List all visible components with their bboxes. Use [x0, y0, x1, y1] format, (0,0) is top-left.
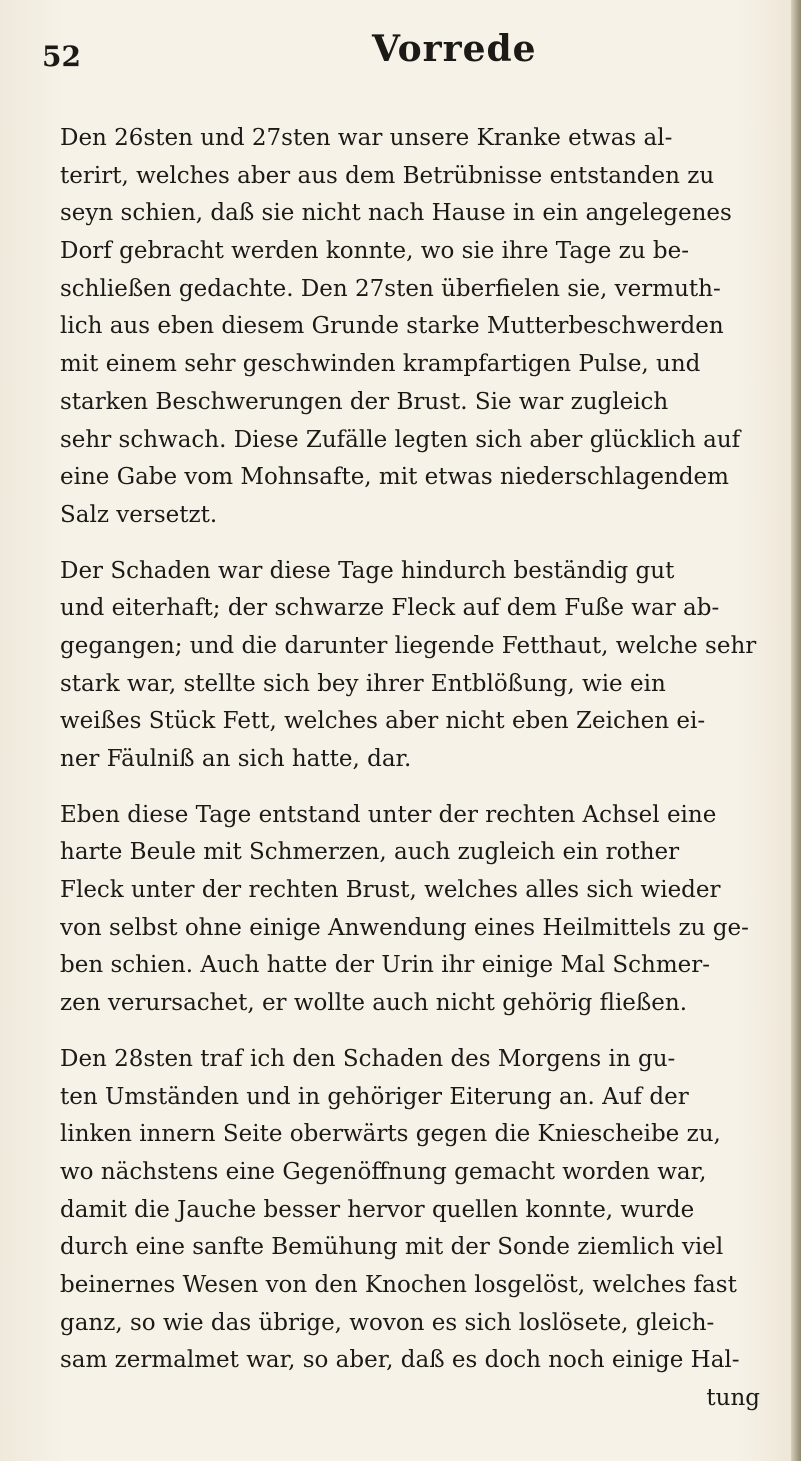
body-text [60, 120, 770, 1418]
text-line: von selbst ohne einige Anwendung eines Heilmittels zu ge- [60, 914, 749, 941]
paragraph [60, 797, 770, 1023]
running-head: Vorrede [372, 28, 537, 70]
page-number: 52 [42, 40, 81, 73]
text-line: gegangen; und die darunter liegende Fetthaut, welche sehr [60, 632, 757, 659]
catchword: tung [706, 1385, 760, 1411]
text-line: stark war, stellte sich bey ihrer Entblößung, wie ein [60, 670, 666, 697]
text-line: sam zermalmet war, so aber, daß es doch noch einige Hal- [60, 1347, 740, 1374]
text-line: ten Umständen und in gehöriger Eiterung an. Auf der [60, 1083, 689, 1110]
paragraph [60, 1041, 770, 1380]
text-line: beinernes Wesen von den Knochen losgelöst, welches fast [60, 1271, 737, 1298]
text-line: starken Beschwerungen der Brust. Sie war zugleich [60, 388, 669, 415]
text-line: terirt, welches aber aus dem Betrübnisse entstanden zu [60, 162, 715, 189]
text-line: wo nächstens eine Gegenöffnung gemacht worden war, [60, 1158, 707, 1185]
text-line: harte Beule mit Schmerzen, auch zugleich ein rother [60, 839, 680, 866]
text-line: Dorf gebracht werden konnte, wo sie ihre Tage zu be- [60, 238, 690, 265]
text-line: sehr schwach. Diese Zufälle legten sich aber glücklich auf [60, 426, 741, 453]
text-line: linken innern Seite oberwärts gegen die Kniescheibe zu, [60, 1121, 721, 1148]
text-line: Salz versetzt. [60, 501, 218, 528]
text-line: Den 28sten traf ich den Schaden des Morgens in gu- [60, 1045, 676, 1072]
text-line: ben schien. Auch hatte der Urin ihr einige Mal Schmer- [60, 952, 711, 979]
text-line: mit einem sehr geschwinden krampfartigen Pulse, und [60, 351, 701, 378]
text-line: zen verursachet, er wollte auch nicht gehörig fließen. [60, 990, 688, 1017]
paragraph [60, 553, 770, 779]
text-line: weißes Stück Fett, welches aber nicht eben Zeichen ei- [60, 708, 706, 735]
text-line: Eben diese Tage entstand unter der rechten Achsel eine [60, 801, 717, 828]
text-line: und eiterhaft; der schwarze Fleck auf dem Fuße war ab- [60, 595, 720, 622]
text-line: eine Gabe vom Mohnsafte, mit etwas niederschlagendem [60, 464, 729, 491]
paragraph [60, 120, 770, 535]
text-line: ganz, so wie das übrige, wovon es sich loslösete, gleich- [60, 1309, 715, 1336]
page-header [42, 22, 742, 76]
page-spine-edge [791, 0, 801, 1461]
text-line: lich aus eben diesem Grunde starke Mutterbeschwerden [60, 313, 724, 340]
text-line: Den 26sten und 27sten war unsere Kranke etwas al- [60, 125, 673, 151]
text-line: durch eine sanfte Bemühung mit der Sonde ziemlich viel [60, 1234, 724, 1261]
text-line: Der Schaden war diese Tage hindurch beständig gut [60, 557, 675, 584]
text-line: damit die Jauche besser hervor quellen konnte, wurde [60, 1196, 695, 1223]
text-line: Fleck unter der rechten Brust, welches alles sich wieder [60, 877, 721, 904]
text-line: schließen gedachte. Den 27sten überfielen sie, vermuth- [60, 275, 721, 302]
text-line: ner Fäulniß an sich hatte, dar. [60, 746, 412, 772]
text-line: seyn schien, daß sie nicht nach Hause in ein angelegenes [60, 200, 732, 227]
